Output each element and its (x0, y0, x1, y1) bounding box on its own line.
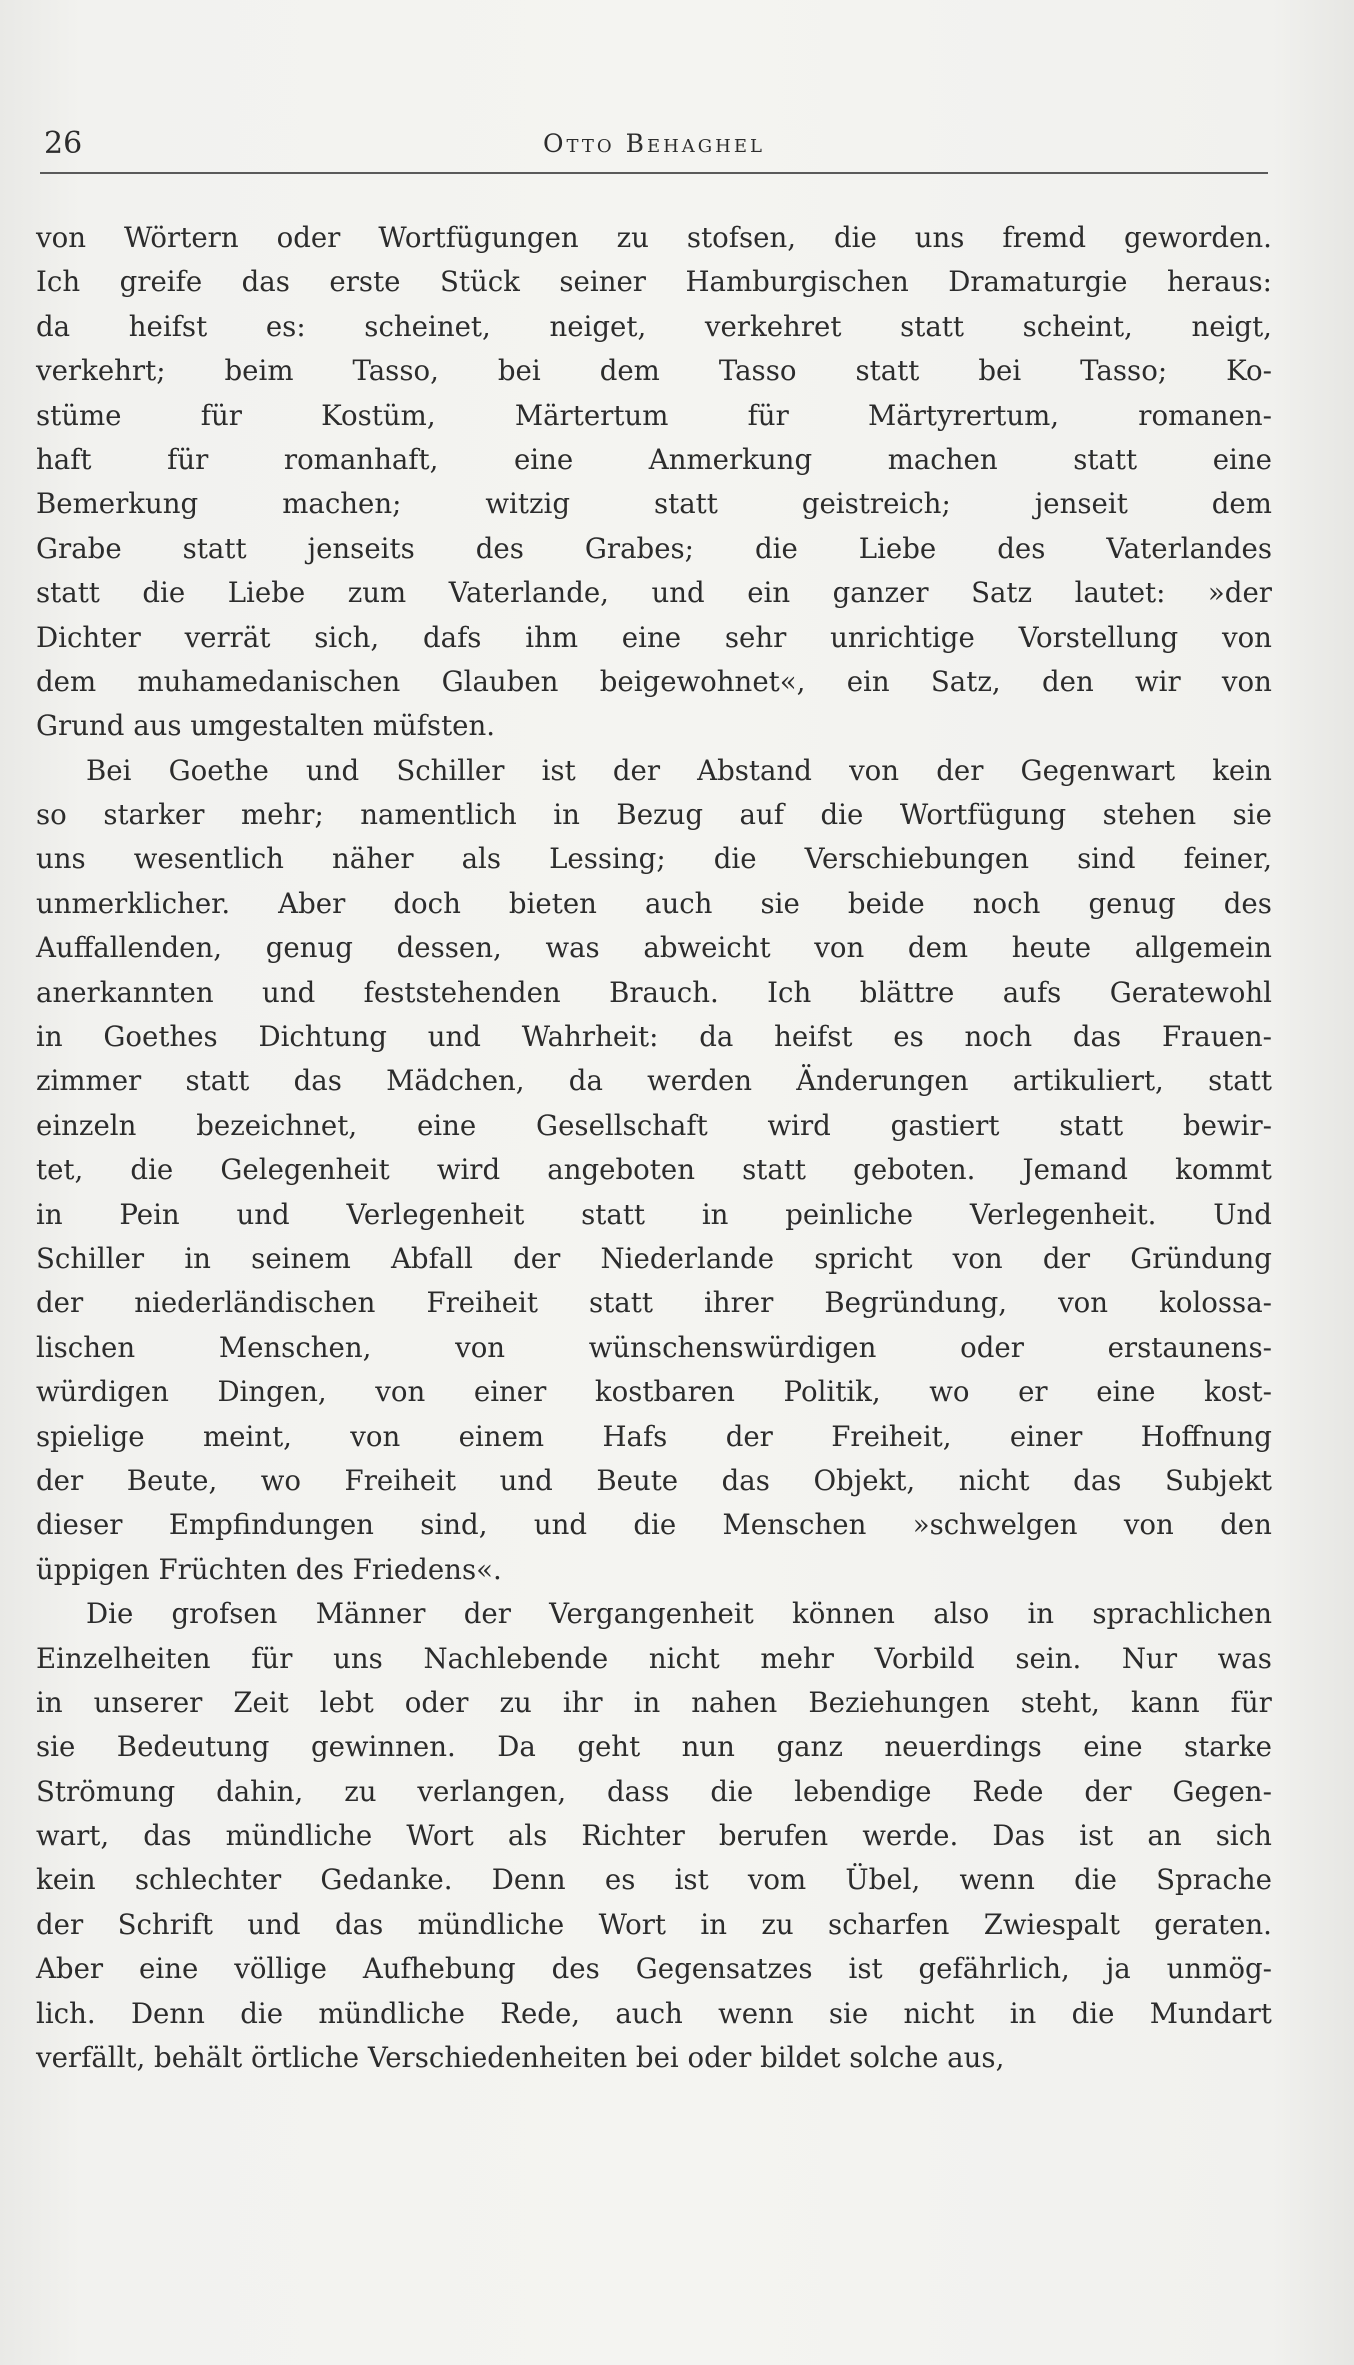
body-text (36, 216, 1272, 2080)
text-line: üppigen Früchten des Friedens«. (36, 1552, 502, 1586)
text-line: Strömung dahin, zu verlangen, dass die lebendige Rede der Gegen- (36, 1774, 1272, 1808)
text-line: Bemerkung machen; witzig statt geistreich; jenseit dem (36, 487, 1272, 521)
text-line: verkehrt; beim Tasso, bei dem Tasso statt bei Tasso; Ko- (36, 354, 1272, 388)
text-line: Schiller in seinem Abfall der Niederlande spricht von der Gründung (36, 1241, 1272, 1275)
text-line: in unserer Zeit lebt oder zu ihr in nahen Beziehungen steht, kann für (36, 1685, 1272, 1719)
text-line: Grabe statt jenseits des Grabes; die Liebe des Vaterlandes (36, 531, 1272, 565)
text-line: tet, die Gelegenheit wird angeboten statt geboten. Jemand kommt (36, 1153, 1272, 1187)
text-line: Aber eine völlige Aufhebung des Gegensatzes ist gefährlich, ja unmög- (36, 1952, 1272, 1986)
text-line: zimmer statt das Mädchen, da werden Änderungen artikuliert, statt (36, 1064, 1272, 1098)
text-line: anerkannten und feststehenden Brauch. Ich blättre aufs Geratewohl (36, 975, 1272, 1009)
text-line: dieser Empfindungen sind, und die Menschen »schwelgen von den (36, 1508, 1272, 1542)
page-header (44, 122, 1264, 166)
text-line: wart, das mündliche Wort als Richter berufen werde. Das ist an sich (36, 1819, 1272, 1853)
text-line: stüme für Kostüm, Märtertum für Märtyrertum, romanen- (36, 398, 1272, 432)
text-line: kein schlechter Gedanke. Denn es ist vom Übel, wenn die Sprache (36, 1863, 1272, 1897)
text-line: Ich greife das erste Stück seiner Hamburgischen Dramaturgie heraus: (36, 265, 1272, 299)
text-line: von Wörtern oder Wortfügungen zu stofsen, die uns fremd geworden. (36, 221, 1272, 254)
text-line: dem muhamedanischen Glauben beigewohnet«, ein Satz, den wir von (36, 664, 1272, 698)
text-line: Bei Goethe und Schiller ist der Abstand von der Gegenwart kein (86, 753, 1272, 787)
text-line: spielige meint, von einem Hafs der Freiheit, einer Hoffnung (36, 1419, 1272, 1453)
page-number: 26 (44, 126, 83, 161)
text-line: Auffallenden, genug dessen, was abweicht von dem heute allgemein (36, 931, 1272, 965)
text-line: haft für romanhaft, eine Anmerkung machen statt eine (36, 442, 1272, 476)
text-line: Einzelheiten für uns Nachlebende nicht mehr Vorbild sein. Nur was (36, 1641, 1272, 1675)
text-line: verfällt, behält örtliche Verschiedenheiten bei oder bildet solche aus, (36, 2041, 1005, 2075)
text-line: einzeln bezeichnet, eine Gesellschaft wird gastiert statt bewir- (36, 1108, 1272, 1142)
text-line: der Beute, wo Freiheit und Beute das Objekt, nicht das Subjekt (36, 1463, 1272, 1497)
text-line: der Schrift und das mündliche Wort in zu scharfen Zwiespalt geraten. (36, 1907, 1272, 1941)
text-line: lischen Menschen, von wünschenswürdigen oder erstaunens- (36, 1330, 1272, 1364)
text-line: lich. Denn die mündliche Rede, auch wenn sie nicht in die Mundart (36, 1996, 1272, 2030)
text-line: uns wesentlich näher als Lessing; die Verschiebungen sind feiner, (36, 842, 1272, 876)
text-line: Die grofsen Männer der Vergangenheit können also in sprachlichen (86, 1597, 1272, 1631)
header-rule (40, 172, 1268, 174)
text-line: sie Bedeutung gewinnen. Da geht nun ganz neuerdings eine starke (36, 1730, 1272, 1764)
text-line: in Goethes Dichtung und Wahrheit: da heifst es noch das Frauen- (36, 1020, 1272, 1054)
text-line: Grund aus umgestalten müfsten. (36, 709, 496, 743)
text-line: so starker mehr; namentlich in Bezug auf die Wortfügung stehen sie (36, 798, 1272, 832)
text-line: in Pein und Verlegenheit statt in peinliche Verlegenheit. Und (36, 1197, 1272, 1231)
text-line: da heifst es: scheinet, neiget, verkehret statt scheint, neigt, (36, 309, 1272, 343)
text-line: statt die Liebe zum Vaterlande, und ein ganzer Satz lautet: »der (36, 576, 1272, 610)
text-line: Dichter verrät sich, dafs ihm eine sehr unrichtige Vorstellung von (36, 620, 1272, 654)
running-head: Otto Behaghel (543, 129, 765, 158)
text-line: unmerklicher. Aber doch bieten auch sie beide noch genug des (36, 886, 1272, 920)
text-line: der niederländischen Freiheit statt ihrer Begründung, von kolossa- (36, 1286, 1272, 1320)
text-line: würdigen Dingen, von einer kostbaren Politik, wo er eine kost- (36, 1375, 1272, 1409)
